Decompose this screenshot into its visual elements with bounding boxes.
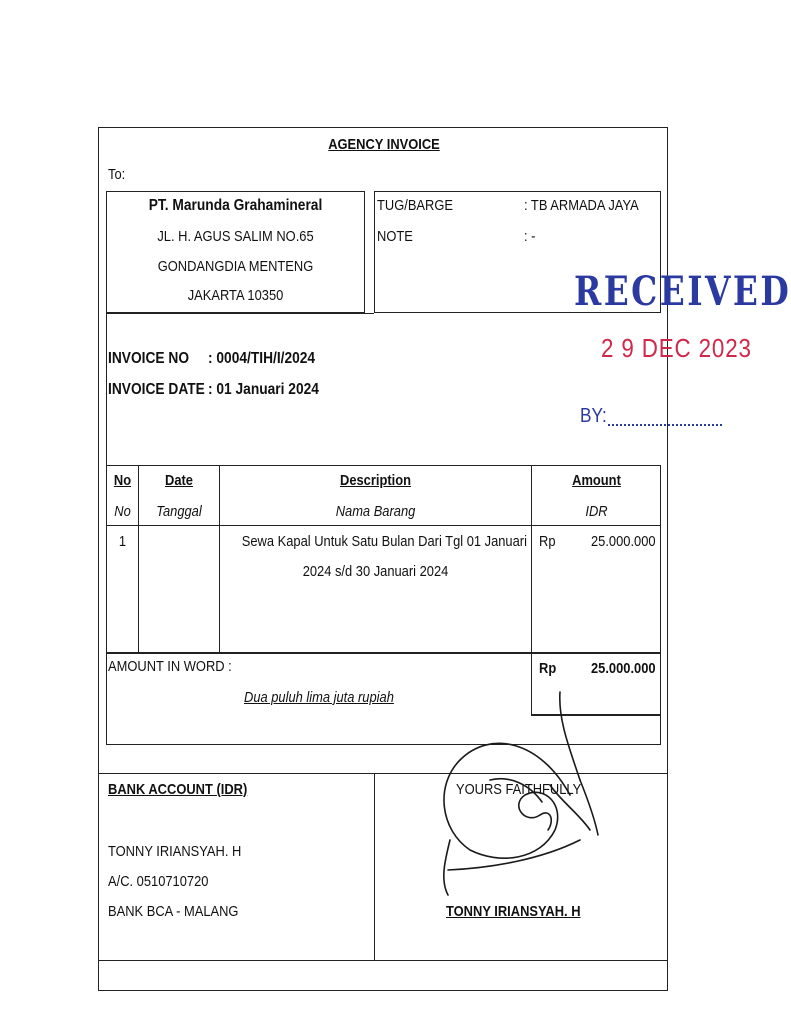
total-amount: 25.000.000: [591, 660, 656, 677]
row-currency: Rp: [539, 533, 556, 550]
tug-label: TUG/BARGE: [377, 197, 453, 214]
info-top-border: [106, 313, 374, 314]
closing-salutation: YOURS FAITHFULLY: [456, 781, 582, 798]
items-table: [106, 465, 661, 653]
header-amount-sub: IDR: [585, 503, 608, 520]
info-left-border: [106, 313, 107, 465]
total-currency: Rp: [539, 660, 557, 677]
table-col-divider-1: [138, 465, 139, 653]
row-no: 1: [118, 533, 127, 550]
header-date: Date: [165, 472, 193, 489]
signature-drawing: [430, 690, 620, 900]
recipient-name: PT. Marunda Grahamineral: [148, 197, 323, 214]
bank-account: A/C. 0510710720: [108, 873, 209, 890]
bank-heading: BANK ACCOUNT (IDR): [108, 781, 248, 798]
amount-in-word-value: Dua puluh lima juta rupiah: [244, 689, 394, 706]
invoice-date-value: : 01 Januari 2024: [208, 381, 319, 398]
page-title: AGENCY INVOICE: [328, 136, 440, 153]
bank-name: BANK BCA - MALANG: [108, 903, 239, 920]
header-no: No: [113, 472, 132, 489]
row-description-line-2: 2024 s/d 30 Januari 2024: [302, 563, 449, 580]
stamp-date: 2 9 DEC 2023: [601, 333, 752, 363]
row-amount: 25.000.000: [591, 533, 656, 550]
tug-value: : TB ARMADA JAYA: [524, 197, 639, 214]
recipient-address-1: JL. H. AGUS SALIM NO.65: [157, 228, 314, 245]
stamp-by-label: BY:: [580, 405, 607, 427]
footer-middle-divider: [374, 773, 375, 960]
invoice-date-label: INVOICE DATE: [108, 381, 205, 398]
amount-in-word-label: AMOUNT IN WORD :: [108, 658, 232, 675]
header-no-sub: No: [114, 503, 131, 520]
received-stamp: RECEIVED: [574, 268, 791, 315]
header-description: Description: [340, 472, 411, 489]
header-date-sub: Tanggal: [156, 503, 202, 520]
recipient-address-3: JAKARTA 10350: [187, 287, 284, 304]
to-label: To:: [108, 166, 126, 183]
invoice-no-value: : 0004/TIH/I/2024: [208, 350, 316, 367]
table-header-divider: [106, 525, 661, 526]
recipient-address-2: GONDANGDIA MENTENG: [157, 258, 314, 275]
header-amount: Amount: [572, 472, 621, 489]
footer-bottom-border: [98, 960, 668, 961]
bank-holder: TONNY IRIANSYAH. H: [108, 843, 242, 860]
table-col-divider-3: [531, 465, 532, 653]
row-description-line-1: Sewa Kapal Untuk Satu Bulan Dari Tgl 01 Januari: [241, 533, 527, 550]
header-description-sub: Nama Barang: [335, 503, 416, 520]
table-col-divider-2: [219, 465, 220, 653]
stamp-by-line: [608, 424, 722, 426]
signer-name: TONNY IRIANSYAH. H: [446, 903, 581, 920]
note-label: NOTE: [377, 228, 413, 245]
invoice-no-label: INVOICE NO: [108, 350, 190, 367]
note-value: : -: [524, 228, 536, 245]
